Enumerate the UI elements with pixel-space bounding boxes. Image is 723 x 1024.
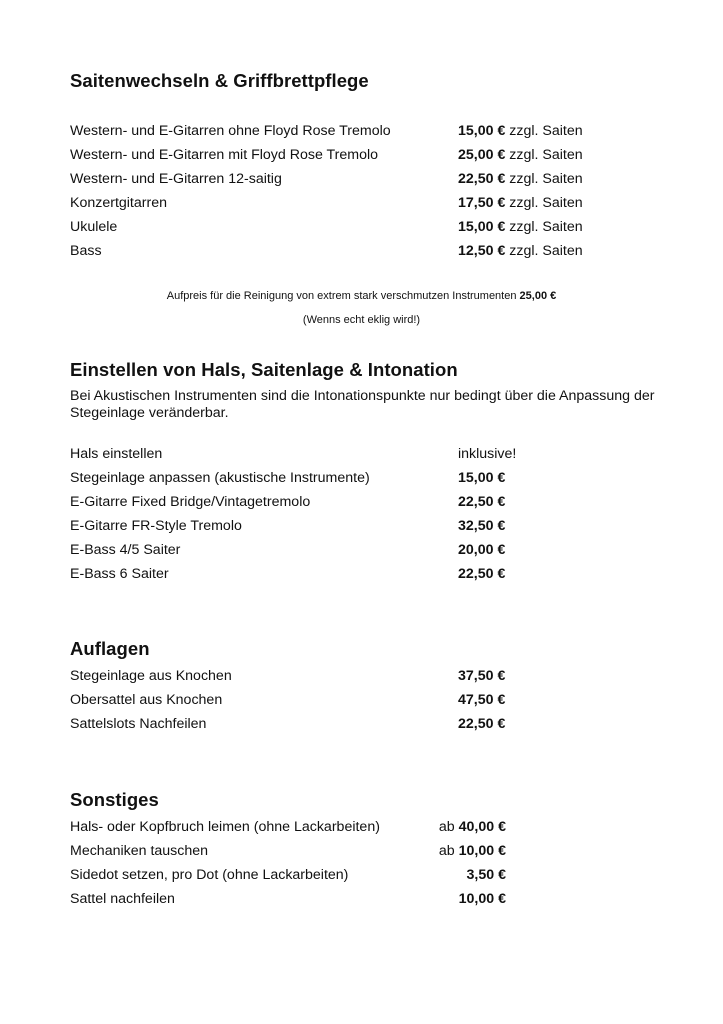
price-row bbox=[70, 890, 630, 908]
service-price bbox=[458, 242, 583, 260]
service-price bbox=[458, 469, 505, 487]
service-label: Western- und E-Gitarren 12-saitig bbox=[70, 171, 282, 187]
price-value: 37,50 € bbox=[458, 668, 506, 684]
price-row bbox=[70, 565, 630, 583]
price-value: 22,50 € bbox=[458, 716, 506, 732]
price-row bbox=[70, 122, 630, 140]
price-row bbox=[70, 866, 630, 884]
price-value: 17,50 € bbox=[458, 195, 506, 211]
service-price bbox=[458, 218, 583, 236]
price-row bbox=[70, 146, 630, 164]
price-suffix: zzgl. Saiten bbox=[505, 171, 583, 187]
section-title-misc: Sonstiges bbox=[70, 789, 159, 810]
service-label: Mechaniken tauschen bbox=[70, 843, 209, 859]
price-row bbox=[70, 493, 630, 511]
note-text: Aufpreis für die Reinigung von extrem stark verschmutzen Instrumenten bbox=[166, 290, 520, 302]
price-value: 22,50 € bbox=[458, 494, 506, 510]
price-value: 10,00 € bbox=[458, 891, 506, 907]
price-row bbox=[70, 469, 630, 487]
price-value: 15,00 € bbox=[458, 123, 506, 139]
price-row bbox=[70, 842, 630, 860]
price-row bbox=[70, 691, 630, 709]
price-value: 10,00 € bbox=[458, 843, 506, 859]
price-prefix: ab bbox=[438, 843, 459, 859]
price-value: 22,50 € bbox=[458, 566, 506, 582]
price-row bbox=[70, 667, 630, 685]
price-row bbox=[70, 818, 630, 836]
price-suffix: zzgl. Saiten bbox=[505, 147, 583, 163]
service-price bbox=[458, 565, 505, 583]
service-label: Konzertgitarren bbox=[70, 195, 167, 211]
service-price bbox=[458, 667, 505, 685]
service-price bbox=[370, 866, 506, 884]
service-price bbox=[458, 715, 505, 733]
service-label: Hals- oder Kopfbruch leimen (ohne Lackarbeiten) bbox=[70, 819, 380, 835]
service-label: Sattelslots Nachfeilen bbox=[70, 716, 207, 732]
price-value: 47,50 € bbox=[458, 692, 506, 708]
price-value: 3,50 € bbox=[466, 867, 506, 883]
price-value: 40,00 € bbox=[458, 819, 506, 835]
service-label: E-Gitarre FR-Style Tremolo bbox=[70, 518, 242, 534]
section-title-parts: Auflagen bbox=[70, 638, 150, 659]
section-intro: Bei Akustischen Instrumenten sind die Intonationspunkte nur bedingt über die Anpassung der Stegeinlage veränderbar. bbox=[70, 388, 655, 421]
service-label: Hals einstellen bbox=[70, 446, 163, 462]
price-value: 15,00 € bbox=[458, 219, 506, 235]
service-price bbox=[458, 194, 583, 212]
price-row bbox=[70, 218, 630, 236]
service-price bbox=[458, 691, 505, 709]
price-value: 25,00 € bbox=[458, 147, 506, 163]
service-label: Stegeinlage aus Knochen bbox=[70, 668, 232, 684]
note-price: 25,00 € bbox=[519, 290, 557, 302]
service-label: Obersattel aus Knochen bbox=[70, 692, 223, 708]
price-suffix: zzgl. Saiten bbox=[505, 123, 583, 139]
service-price bbox=[458, 541, 505, 559]
service-label: Sattel nachfeilen bbox=[70, 891, 175, 907]
service-label: E-Bass 4/5 Saiter bbox=[70, 542, 181, 558]
service-label: E-Bass 6 Saiter bbox=[70, 566, 169, 582]
price-prefix: ab bbox=[438, 819, 459, 835]
price-row bbox=[70, 445, 630, 463]
service-price: inklusive! bbox=[458, 446, 517, 462]
price-row bbox=[70, 170, 630, 188]
price-suffix: zzgl. Saiten bbox=[505, 243, 583, 259]
price-suffix: zzgl. Saiten bbox=[505, 195, 583, 211]
price-value: 20,00 € bbox=[458, 542, 506, 558]
price-value: 15,00 € bbox=[458, 470, 506, 486]
cleaning-surcharge-note bbox=[0, 290, 723, 302]
price-suffix: zzgl. Saiten bbox=[505, 219, 583, 235]
price-value: 22,50 € bbox=[458, 171, 506, 187]
service-price bbox=[370, 890, 506, 908]
cleaning-surcharge-subnote: (Wenns echt eklig wird!) bbox=[302, 314, 421, 326]
service-price bbox=[370, 842, 506, 860]
service-price bbox=[458, 170, 583, 188]
service-price bbox=[458, 493, 505, 511]
service-price bbox=[458, 146, 583, 164]
service-label: Western- und E-Gitarren mit Floyd Rose Tremolo bbox=[70, 147, 379, 163]
service-price bbox=[370, 818, 506, 836]
price-value: 32,50 € bbox=[458, 518, 506, 534]
section-title-strings: Saitenwechseln & Griffbrettpflege bbox=[70, 70, 369, 91]
price-row bbox=[70, 517, 630, 535]
service-label: Ukulele bbox=[70, 219, 118, 235]
service-price bbox=[458, 122, 583, 140]
price-value: 12,50 € bbox=[458, 243, 506, 259]
price-row bbox=[70, 242, 630, 260]
service-label: Western- und E-Gitarren ohne Floyd Rose Tremolo bbox=[70, 123, 391, 139]
service-label: Sidedot setzen, pro Dot (ohne Lackarbeiten) bbox=[70, 867, 349, 883]
price-row bbox=[70, 541, 630, 559]
service-label: Bass bbox=[70, 243, 102, 259]
service-label: E-Gitarre Fixed Bridge/Vintagetremolo bbox=[70, 494, 311, 510]
section-title-setup: Einstellen von Hals, Saitenlage & Intonation bbox=[70, 359, 458, 380]
service-label: Stegeinlage anpassen (akustische Instrumente) bbox=[70, 470, 370, 486]
service-price bbox=[458, 517, 505, 535]
price-row bbox=[70, 194, 630, 212]
price-row bbox=[70, 715, 630, 733]
